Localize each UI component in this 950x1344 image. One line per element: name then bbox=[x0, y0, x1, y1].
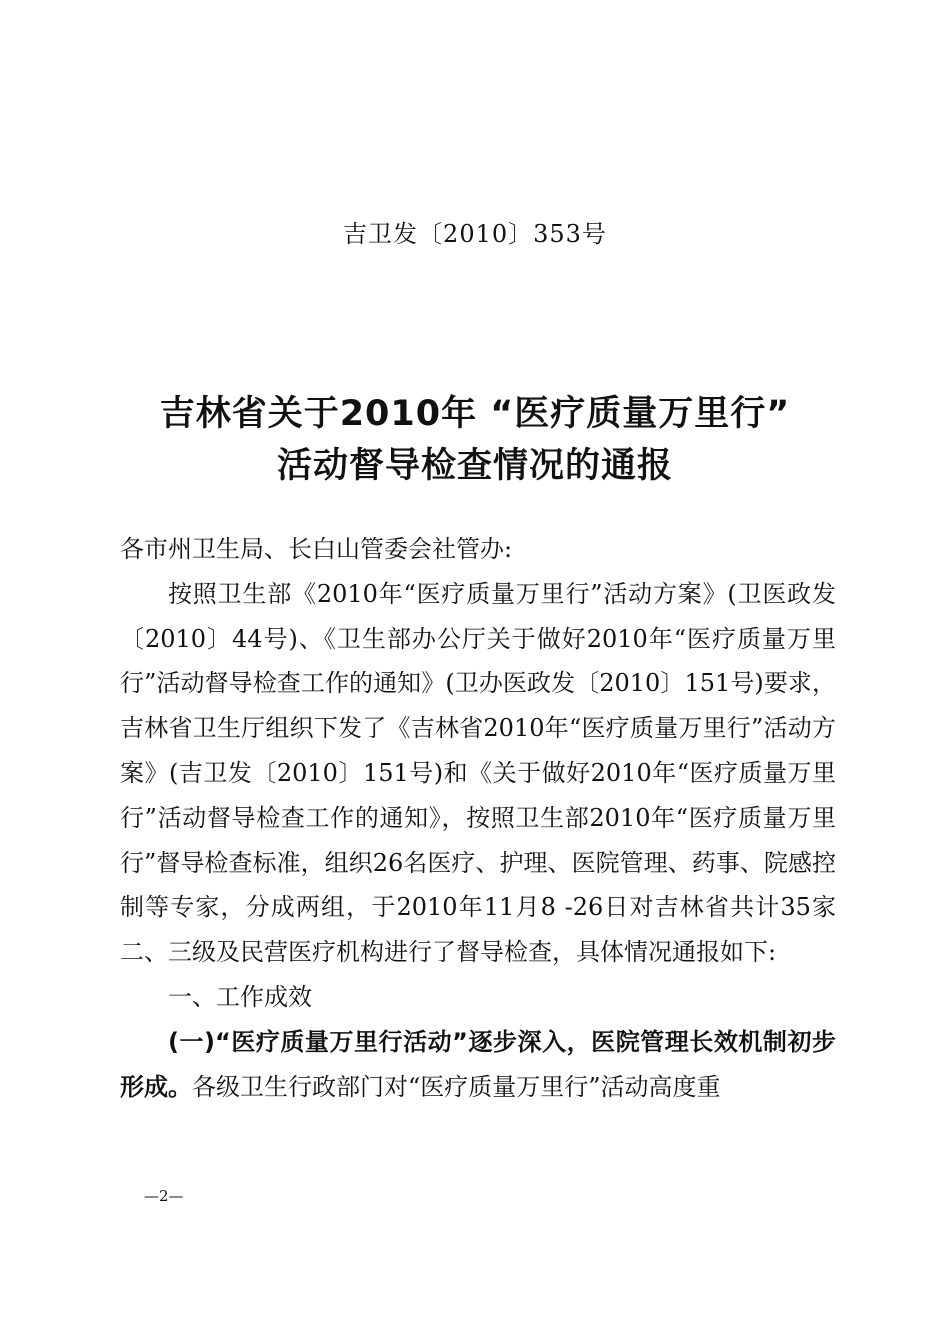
subsection-heading-bold: (一)“医疗质量万里行活动”逐步深入，医院管理长效机制初步形成。 bbox=[120, 1027, 836, 1101]
paragraph-1: 按照卫生部《2010年“医疗质量万里行”活动方案》(卫医政发〔2010〕44号)、《卫生部办公厅关于做好2010年“医疗质量万里行”活动督导检查工作的通知》(卫办医政发〔2010〕151号)要求，吉林省卫生厅组织下发了《吉林省2010年“医疗质量万里行”活动方案》(吉卫发〔2010〕151号)和《关于做好2010年“医疗质量万里行”活动督导检查工作的通知》，按照卫生部2010年“医疗质量万里行”督导检查标准，组织26名医疗、护理、医院管理、药事、院感控制等专家，分成两组，于2010年11月8 -26日对吉林省共计35家二、三级及民营医疗机构进行了督导检查，具体情况通报如下: bbox=[120, 579, 836, 967]
document-body bbox=[120, 527, 836, 1109]
document-title bbox=[0, 388, 950, 492]
title-line-2: 活动督导检查情况的通报 bbox=[276, 446, 673, 486]
subsection-text: 各级卫生行政部门对“医疗质量万里行”活动高度重 bbox=[192, 1072, 721, 1101]
title-line-1: 吉林省关于2010年 “医疗质量万里行” bbox=[159, 394, 791, 434]
section-heading-1: 一、工作成效 bbox=[168, 982, 312, 1011]
salutation: 各市州卫生局、长白山管委会社管办: bbox=[120, 535, 513, 563]
document-number: 吉卫发〔2010〕353号 bbox=[343, 220, 607, 248]
subsection-paragraph bbox=[120, 1020, 836, 1110]
page-number: —2— bbox=[144, 1187, 184, 1205]
